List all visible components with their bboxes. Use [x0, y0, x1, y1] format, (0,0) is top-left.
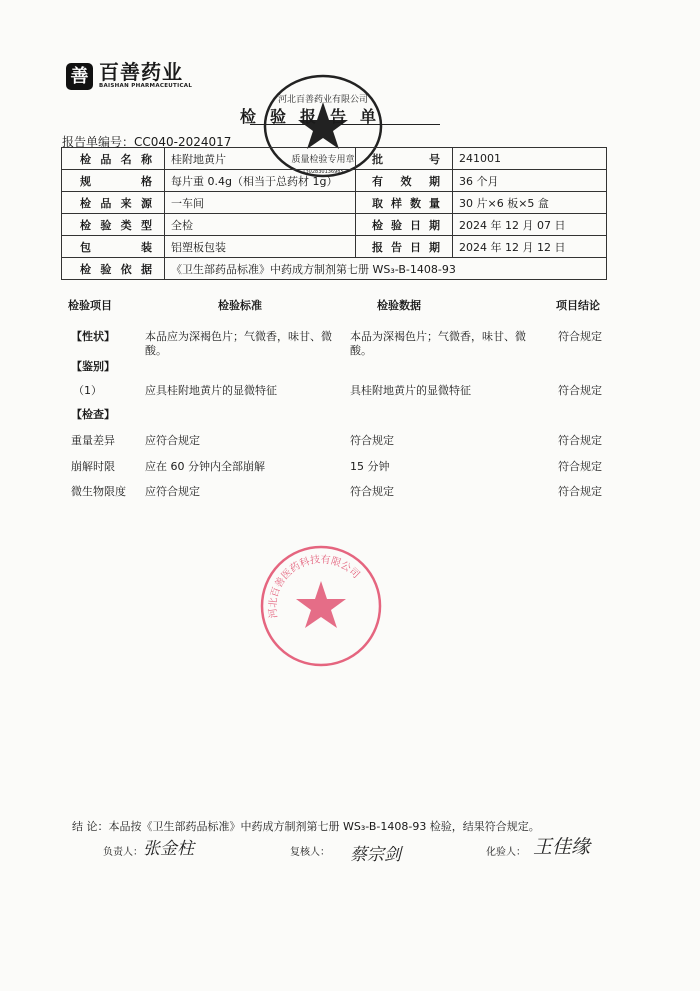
col-conclusion: 项目结论 — [556, 299, 600, 312]
identify1-standard: 应具桂附地黄片的显微特征 — [145, 384, 277, 397]
title-underline — [250, 124, 440, 125]
weight-conclusion: 符合规定 — [558, 434, 602, 447]
product-value: 桂附地黄片 — [165, 148, 356, 170]
batch-value: 241001 — [453, 148, 607, 170]
disint-data: 15 分钟 — [350, 460, 390, 473]
weight-standard: 应符合规定 — [145, 434, 200, 447]
table-row — [62, 214, 607, 236]
basis-value: 《卫生部药品标准》中药成方制剂第七册 WS₃-B-1408-93 — [165, 258, 607, 280]
page-title: 检验报告单 — [240, 107, 391, 126]
validity-value: 36 个月 — [453, 170, 607, 192]
product-label: 检品名称 — [62, 148, 165, 170]
identify1-data: 具桂附地黄片的显微特征 — [350, 384, 471, 397]
source-label: 检品来源 — [62, 192, 165, 214]
col-standard: 检验标准 — [218, 299, 262, 312]
sample-qty-value: 30 片×6 板×5 盒 — [453, 192, 607, 214]
report-number: 报告单编号：CC040-2024017 — [62, 135, 232, 149]
spec-value: 每片重 0.4g（相当于总药材 1g） — [165, 170, 356, 192]
batch-label: 批号 — [356, 148, 453, 170]
weight-label: 重量差异 — [71, 434, 115, 447]
company-logo — [66, 62, 192, 90]
report-date-value: 2024 年 12 月 12 日 — [453, 236, 607, 258]
test-date-label: 检验日期 — [356, 214, 453, 236]
micro-conclusion: 符合规定 — [558, 485, 602, 498]
tester-signature: 王佳缘 — [533, 836, 591, 858]
table-row — [62, 170, 607, 192]
identify1-label: （1） — [73, 384, 102, 397]
logo-name-en: BAISHAN PHARMACEUTICAL — [99, 83, 193, 89]
responsible-label: 负责人： — [103, 847, 143, 858]
type-value: 全检 — [165, 214, 356, 236]
col-item: 检验项目 — [68, 299, 112, 312]
svg-text:河北百善医药科技有限公司: 河北百善医药科技有限公司 — [267, 554, 362, 619]
identify1-conclusion: 符合规定 — [558, 384, 602, 397]
reviewer-signature: 蔡宗剑 — [350, 845, 401, 865]
package-value: 铝塑板包装 — [165, 236, 356, 258]
character-label: 【性状】 — [71, 330, 115, 343]
report-date-label: 报告日期 — [356, 236, 453, 258]
check-label: 【检查】 — [71, 408, 115, 421]
svg-text:质量检验专用章: 质量检验专用章 — [291, 155, 355, 165]
svg-text:1302830136985: 1302830136985 — [302, 169, 344, 175]
conclusion-text: 结 论：本品按《卫生部药品标准》中药成方制剂第七册 WS₃-B-1408-93 检验，结果符合规定。 — [72, 820, 540, 833]
col-data: 检验数据 — [377, 299, 421, 312]
sample-qty-label: 取样数量 — [356, 192, 453, 214]
validity-label: 有效期 — [356, 170, 453, 192]
logo-mark-icon: 善 — [66, 63, 93, 90]
table-row — [62, 258, 607, 280]
character-standard: 本品应为深褐色片；气微香，味甘、微酸。 — [145, 330, 332, 357]
svg-text:河北百善药业有限公司: 河北百善药业有限公司 — [277, 95, 369, 105]
micro-label: 微生物限度 — [71, 485, 126, 498]
basis-label: 检验依据 — [62, 258, 165, 280]
weight-data: 符合规定 — [350, 434, 394, 447]
table-row — [62, 148, 607, 170]
test-date-value: 2024 年 12 月 07 日 — [453, 214, 607, 236]
spec-label: 规格 — [62, 170, 165, 192]
micro-data: 符合规定 — [350, 485, 394, 498]
character-data: 本品为深褐色片；气微香，味甘、微酸。 — [350, 330, 526, 357]
identify-label: 【鉴别】 — [71, 360, 115, 373]
disint-label: 崩解时限 — [71, 460, 115, 473]
source-value: 一车间 — [165, 192, 356, 214]
disint-standard: 应在 60 分钟内全部崩解 — [145, 460, 265, 473]
type-label: 检验类型 — [62, 214, 165, 236]
reviewer-label: 复核人： — [290, 847, 330, 858]
info-table — [61, 147, 607, 280]
company-stamp-icon — [258, 543, 384, 669]
logo-name-cn: 百善药业 — [99, 60, 183, 84]
table-row — [62, 192, 607, 214]
responsible-signature: 张金柱 — [143, 839, 194, 859]
package-label: 包装 — [62, 236, 165, 258]
tester-label: 化验人： — [486, 847, 526, 858]
character-conclusion: 符合规定 — [558, 330, 602, 343]
table-row — [62, 236, 607, 258]
disint-conclusion: 符合规定 — [558, 460, 602, 473]
micro-standard: 应符合规定 — [145, 485, 200, 498]
